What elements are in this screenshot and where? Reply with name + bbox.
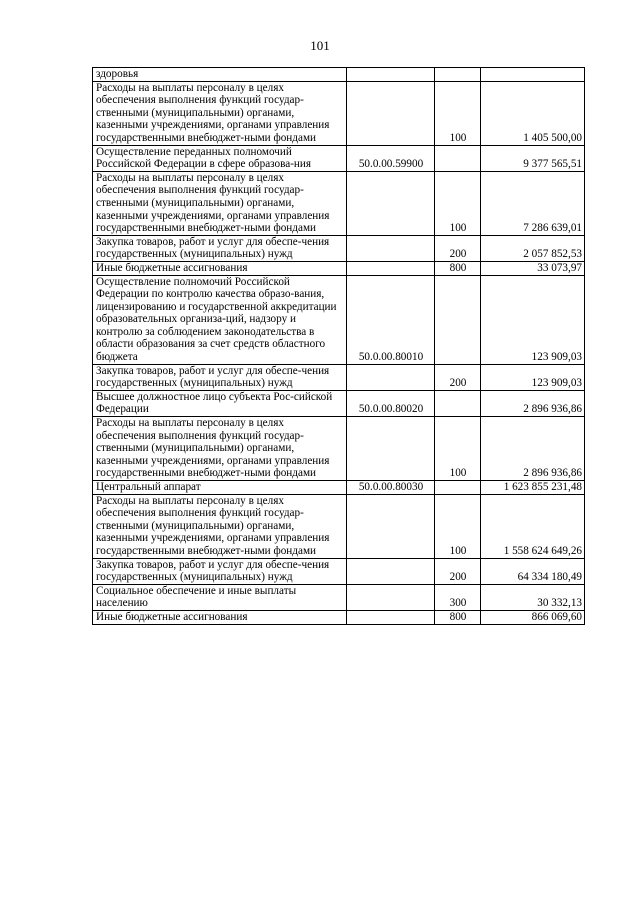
table-row xyxy=(93,275,585,364)
row-name-cell: Закупка товаров, работ и услуг для обеспе-чения государственных (муниципальных) нужд xyxy=(93,364,347,390)
row-name-cell: Осуществление полномочий Российской Федерации по контролю качества образо-вания, лицензированию и государственной аккредитации образовательных организа-ций, надзору и контролю за соблюдением законодательства в области образования за счет средств областного бюджета xyxy=(93,275,347,364)
row-amount-cell: 2 057 852,53 xyxy=(481,235,585,261)
row-code-cell xyxy=(347,584,435,610)
row-name-cell: Иные бюджетные ассигнования xyxy=(93,261,347,275)
row-type-cell xyxy=(435,68,481,82)
page-number: 101 xyxy=(310,38,330,53)
row-code-cell xyxy=(347,81,435,145)
table-row xyxy=(93,584,585,610)
row-amount-cell xyxy=(481,68,585,82)
table-row xyxy=(93,417,585,481)
row-code-cell xyxy=(347,610,435,624)
row-type-cell: 100 xyxy=(435,417,481,481)
row-amount-cell: 30 332,13 xyxy=(481,584,585,610)
row-amount-cell: 123 909,03 xyxy=(481,364,585,390)
row-name-cell: Расходы на выплаты персоналу в целях обеспечения выполнения функций государ-ственными (муниципальными) органами, казенными учреждениями, органами управления государственными внебюджет-ными фондами xyxy=(93,171,347,235)
row-name-cell: Социальное обеспечение и иные выплаты населению xyxy=(93,584,347,610)
row-name-cell: Центральный аппарат xyxy=(93,481,347,495)
row-type-cell: 800 xyxy=(435,610,481,624)
row-type-cell xyxy=(435,390,481,416)
row-code-cell xyxy=(347,171,435,235)
row-type-cell: 800 xyxy=(435,261,481,275)
table-row xyxy=(93,390,585,416)
row-type-cell: 200 xyxy=(435,364,481,390)
row-code-cell: 50.0.00.80020 xyxy=(347,390,435,416)
row-type-cell: 100 xyxy=(435,171,481,235)
row-name-cell: Расходы на выплаты персоналу в целях обеспечения выполнения функций государ-ственными (муниципальными) органами, казенными учреждениями, органами управления государственными внебюджет-ными фондами xyxy=(93,417,347,481)
row-name-cell: Расходы на выплаты персоналу в целях обеспечения выполнения функций государ-ственными (муниципальными) органами, казенными учреждениями, органами управления государственными внебюджет-ными фондами xyxy=(93,494,347,558)
row-code-cell xyxy=(347,68,435,82)
row-name-cell: Расходы на выплаты персоналу в целях обеспечения выполнения функций государ-ственными (муниципальными) органами, казенными учреждениями, органами управления государственными внебюджет-ными фондами xyxy=(93,81,347,145)
row-code-cell xyxy=(347,261,435,275)
row-amount-cell: 866 069,60 xyxy=(481,610,585,624)
row-amount-cell: 2 896 936,86 xyxy=(481,390,585,416)
table-row xyxy=(93,68,585,82)
row-amount-cell: 1 405 500,00 xyxy=(481,81,585,145)
row-amount-cell: 123 909,03 xyxy=(481,275,585,364)
row-code-cell: 50.0.00.80010 xyxy=(347,275,435,364)
row-code-cell xyxy=(347,235,435,261)
row-name-cell: Высшее должностное лицо субъекта Рос-сийской Федерации xyxy=(93,390,347,416)
table-row xyxy=(93,261,585,275)
row-code-cell: 50.0.00.80030 xyxy=(347,481,435,495)
row-type-cell xyxy=(435,275,481,364)
budget-table xyxy=(92,67,585,625)
row-name-cell: Закупка товаров, работ и услуг для обеспе-чения государственных (муниципальных) нужд xyxy=(93,235,347,261)
table-row xyxy=(93,558,585,584)
row-type-cell: 100 xyxy=(435,494,481,558)
row-name-cell: Иные бюджетные ассигнования xyxy=(93,610,347,624)
row-type-cell: 200 xyxy=(435,235,481,261)
row-code-cell xyxy=(347,417,435,481)
row-code-cell xyxy=(347,494,435,558)
row-amount-cell: 1 558 624 649,26 xyxy=(481,494,585,558)
row-type-cell xyxy=(435,481,481,495)
row-type-cell xyxy=(435,145,481,171)
row-type-cell: 200 xyxy=(435,558,481,584)
table-row xyxy=(93,364,585,390)
table-row xyxy=(93,235,585,261)
row-code-cell xyxy=(347,558,435,584)
row-name-cell: Осуществление переданных полномочий Российской Федерации в сфере образова-ния xyxy=(93,145,347,171)
row-type-cell: 300 xyxy=(435,584,481,610)
row-name-cell: Закупка товаров, работ и услуг для обеспе-чения государственных (муниципальных) нужд xyxy=(93,558,347,584)
table-row xyxy=(93,171,585,235)
row-amount-cell: 1 623 855 231,48 xyxy=(481,481,585,495)
table-row xyxy=(93,481,585,495)
row-amount-cell: 2 896 936,86 xyxy=(481,417,585,481)
row-amount-cell: 64 334 180,49 xyxy=(481,558,585,584)
row-name-cell: здоровья xyxy=(93,68,347,82)
table-row xyxy=(93,610,585,624)
table-row xyxy=(93,494,585,558)
table-row xyxy=(93,145,585,171)
row-code-cell xyxy=(347,364,435,390)
row-code-cell: 50.0.00.59900 xyxy=(347,145,435,171)
table-row xyxy=(93,81,585,145)
row-amount-cell: 33 073,97 xyxy=(481,261,585,275)
row-amount-cell: 9 377 565,51 xyxy=(481,145,585,171)
row-type-cell: 100 xyxy=(435,81,481,145)
row-amount-cell: 7 286 639,01 xyxy=(481,171,585,235)
